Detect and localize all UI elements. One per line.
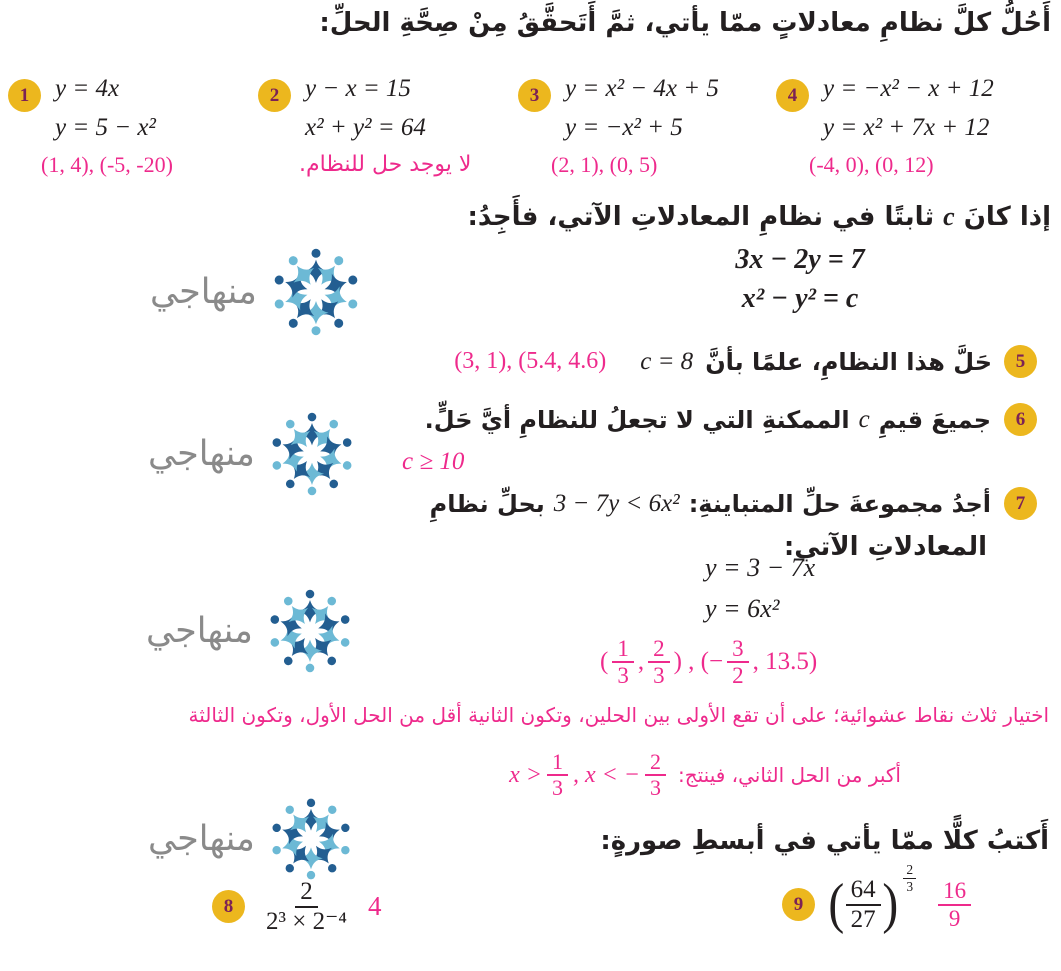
manhaji-watermark — [150, 247, 361, 337]
answer: (2, 1), (0, 5) — [551, 152, 658, 177]
note-line-2-text: أكبر من الحل الثاني، فينتج: — [677, 763, 901, 787]
expression — [827, 862, 918, 935]
problem-7-inequality: 3 − 7y < 6x² — [553, 489, 680, 517]
problem-5-condition: c = 8 — [640, 347, 694, 375]
note-result-math — [509, 750, 666, 800]
manhaji-logo-icon — [269, 411, 355, 497]
equation-2: y = x² + 7x + 12 — [823, 114, 990, 141]
paren-close: ) — [882, 872, 898, 935]
answer-tail: , 13.5) — [752, 648, 818, 676]
numerator: 2 — [295, 878, 318, 908]
manhaji-watermark-text: منهاجي — [146, 611, 253, 651]
equation-1: y = −x² − x + 12 — [823, 75, 994, 102]
system-equation-2: x² − y² = c — [741, 283, 859, 314]
note-line-2 — [509, 750, 901, 800]
paren-open: ( — [828, 872, 845, 935]
manhaji-watermark-text: منهاجي — [148, 819, 255, 859]
paren-open: ( — [600, 648, 609, 676]
answer: (1, 4), (-5, -20) — [41, 152, 173, 177]
fraction: $\frac{1}{3}$ — [612, 636, 634, 689]
problem-number-badge: 7 — [1004, 487, 1037, 520]
problem-7-equation-1: y = 3 − 7x — [705, 553, 816, 582]
manhaji-watermark-text: منهاجي — [148, 434, 255, 474]
problem-4 — [776, 74, 994, 178]
problem-6-text-post: الممكنةِ التي لا تجعلُ للنظامِ أيَّ حَلٍّ. — [424, 405, 850, 434]
equation-1: y = 4x — [55, 75, 120, 102]
fraction: $\frac{2}{3}$ — [648, 636, 670, 689]
manhaji-watermark — [148, 797, 353, 881]
constant-variable: c — [943, 202, 955, 231]
problem-number-badge: 8 — [212, 890, 245, 923]
problem-8 — [212, 878, 382, 935]
result-lhs: x > — [509, 761, 542, 788]
heading-solve-systems: أَحُلُّ كلَّ نظامِ معادلاتٍ ممّا يأتي، ثمَّ أَتَحقَّقُ مِنْ صِحَّةِ الحلِّ: — [319, 8, 1051, 38]
problem-6-text-pre: جميعَ قيمِ — [878, 405, 991, 434]
equation-2: x² + y² = 64 — [305, 114, 426, 141]
manhaji-logo-icon — [269, 797, 353, 881]
denominator: 2³ × 2⁻⁴ — [266, 907, 348, 935]
problem-6 — [425, 403, 1037, 436]
system-equation-1: 3x − 2y = 7 — [735, 244, 865, 275]
problem-body — [809, 74, 994, 178]
manhaji-watermark — [148, 411, 355, 497]
answer: 4 — [368, 891, 382, 921]
manhaji-logo-icon — [271, 247, 361, 337]
expression-fraction — [261, 878, 352, 935]
answer: لا يوجد حل للنظام. — [299, 152, 472, 177]
result-middle: , x < − — [572, 761, 640, 788]
fraction: $\frac{1}{3}$ — [547, 750, 568, 800]
note-line-1: اختيار ثلاث نقاط عشوائية؛ على أن تقع الأولى بين الحلين، وتكون الثانية أقل من الحل الأول، وتكون الثالثة — [188, 703, 1049, 727]
problem-1 — [8, 74, 173, 178]
heading-constant — [467, 202, 1051, 232]
comma: , — [637, 648, 645, 676]
equation-2: y = −x² + 5 — [565, 114, 683, 141]
problem-5 — [454, 345, 1037, 378]
problem-body — [41, 74, 173, 178]
answer: (-4, 0), (0, 12) — [809, 152, 934, 177]
equation-1: y − x = 15 — [305, 75, 411, 102]
problem-7-equation-2: y = 6x² — [705, 594, 780, 623]
problem-5-text: حَلَّ هذا النظامِ، علمًا بأنَّ — [705, 347, 992, 376]
answer: $\frac{16}{9}$ — [938, 878, 971, 931]
problem-7-text-pre: أجدُ مجموعةَ حلِّ المتباينةِ: — [688, 489, 991, 518]
problem-body — [299, 74, 472, 177]
base-fraction: $\frac{64}{27}$ — [846, 876, 881, 933]
manhaji-watermark-text: منهاجي — [150, 272, 257, 312]
answer: c ≥ 10 — [402, 448, 465, 475]
problem-number-badge: 9 — [782, 888, 815, 921]
answer: (3, 1), (5.4, 4.6) — [454, 348, 607, 374]
heading-simplify: أَكتبُ كلًّا ممّا يأتي في أبسطِ صورةٍ: — [600, 826, 1049, 856]
fraction: $\frac{3}{2}$ — [727, 636, 749, 689]
problem-3 — [518, 74, 719, 178]
answer — [600, 636, 817, 689]
heading-constant-post: ثابتًا في نظامِ المعادلاتِ الآتي، فأَجِدُ: — [467, 202, 935, 232]
problem-body — [551, 74, 719, 178]
problem-7 — [430, 487, 1037, 520]
problem-number-badge: 6 — [1004, 403, 1037, 436]
equation-1: y = x² − 4x + 5 — [565, 75, 719, 102]
problem-number-badge: 3 — [518, 79, 551, 112]
problem-9 — [782, 862, 971, 935]
problem-number-badge: 5 — [1004, 345, 1037, 378]
fraction: $\frac{2}{3}$ — [645, 750, 666, 800]
problem-number-badge: 2 — [258, 79, 291, 112]
problem-7-text-post: بحلِّ نظامِ — [429, 489, 545, 518]
manhaji-watermark — [146, 588, 353, 674]
manhaji-logo-icon — [267, 588, 353, 674]
problem-2 — [258, 74, 471, 177]
problem-7-text-line2: المعادلاتِ الآتي: — [783, 532, 987, 562]
answer-middle: ) , (− — [673, 648, 724, 676]
problem-number-badge: 1 — [8, 79, 41, 112]
problem-number-badge: 4 — [776, 79, 809, 112]
equation-2: y = 5 − x² — [55, 114, 156, 141]
problem-6-variable: c — [858, 405, 870, 433]
system-equations — [630, 241, 970, 319]
heading-constant-pre: إذا كانَ — [963, 202, 1051, 232]
exponent-fraction: $\frac{2}{3}$ — [901, 862, 918, 894]
